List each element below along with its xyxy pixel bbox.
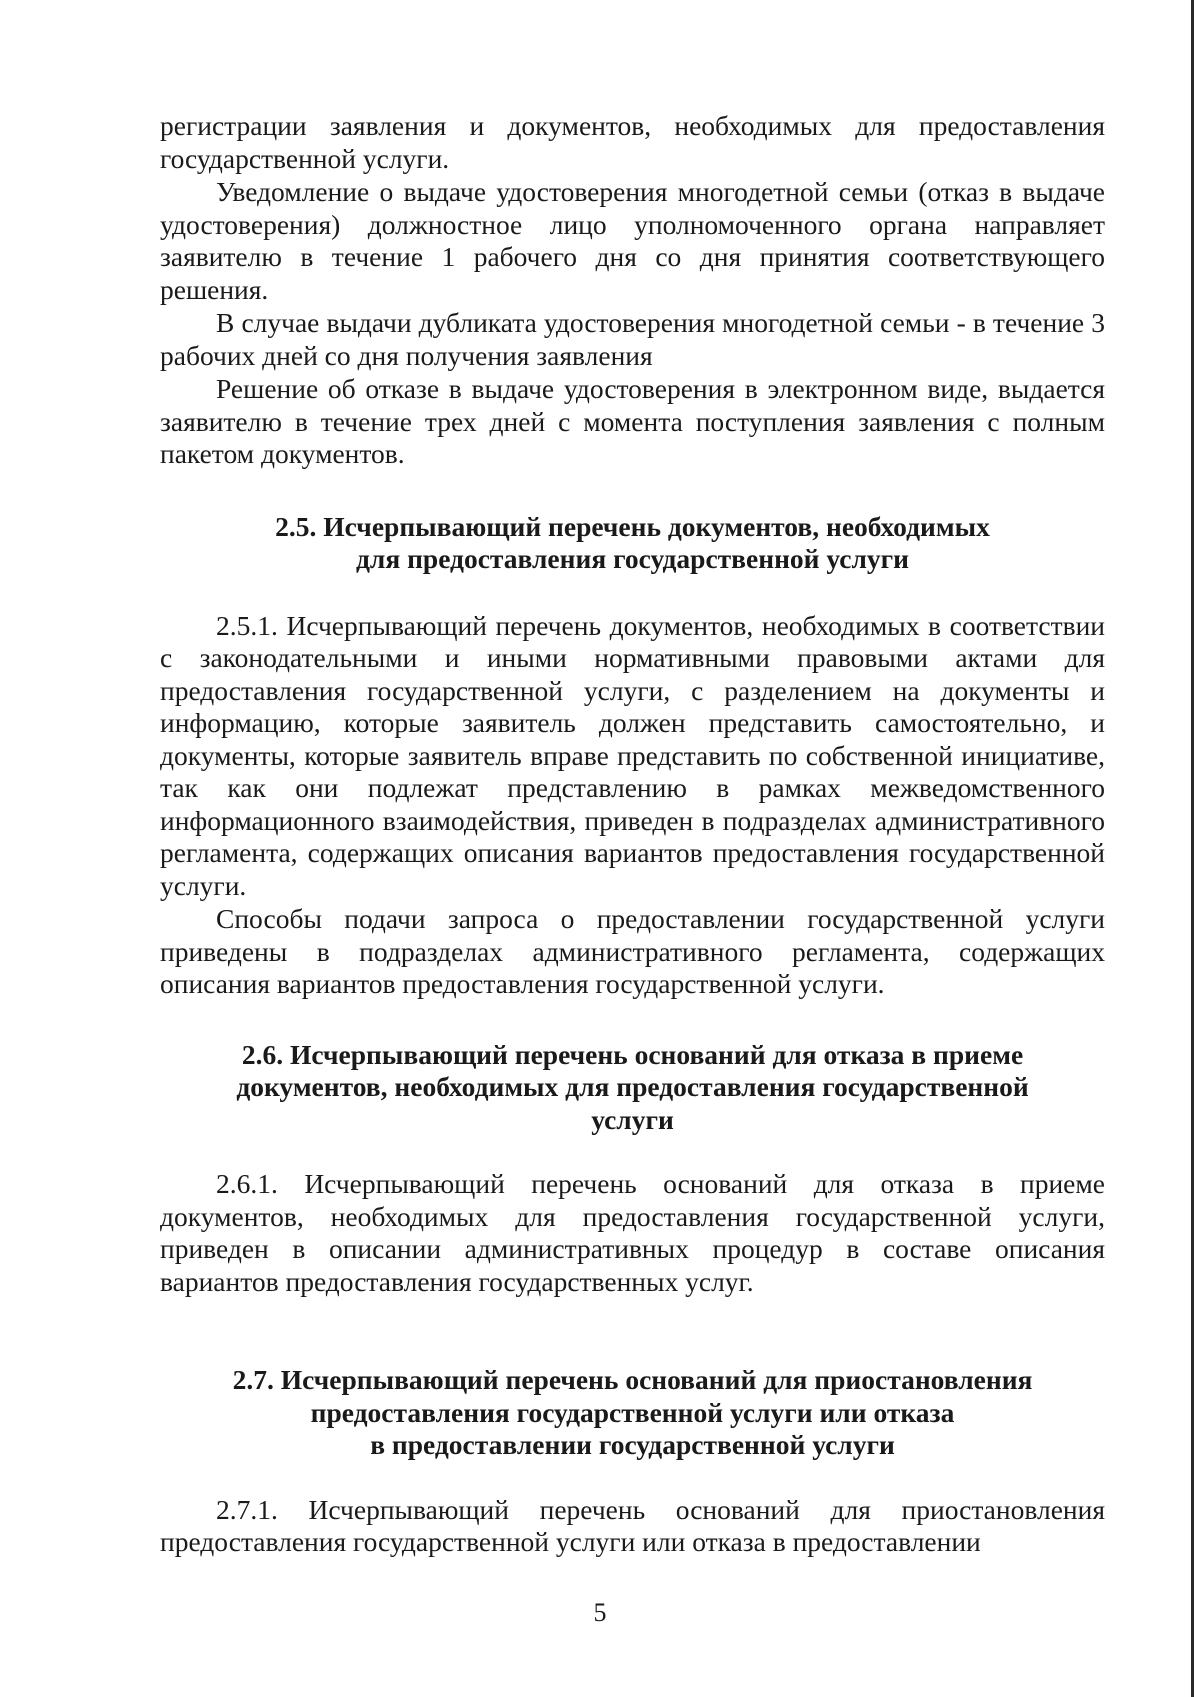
paragraph-notification: Уведомление о выдаче удостоверения многодетной семьи (отказ в выдаче удостоверения) должностное лицо уполномоченного органа направляет заявителю в течение 1 рабочего дня со дня принятия соответствующего решения.: [160, 176, 1105, 305]
section-2-6-heading: [160, 1039, 1105, 1137]
section-2-5-heading-line2: для предоставления государственной услуги: [355, 543, 910, 574]
section-2-7-heading-line1: 2.7. Исчерпывающий перечень оснований для приостановления: [232, 1364, 1033, 1395]
section-2-5-paragraph-2: Способы подачи запроса о предоставлении государственной услуги приведены в подразделах административного регламента, содержащих описания вариантов предоставления государственной услуги.: [160, 903, 1105, 999]
section-2-5-heading-line1: 2.5. Исчерпывающий перечень документов, необходимых: [275, 510, 990, 542]
section-2-7-paragraph-1: 2.7.1. Исчерпывающий перечень оснований для приостановления предоставления государственной услуги или отказа в предоставлении: [160, 1493, 1105, 1557]
paragraph-duplicate: В случае выдачи дубликата удостоверения многодетной семьи - в течение 3 рабочих дней со дня получения заявления: [160, 307, 1105, 371]
page-content: [160, 110, 1105, 1559]
section-2-6-heading-line2: документов, необходимых для предоставления государственной: [236, 1071, 1029, 1102]
section-2-7-heading-line3: в предоставлении государственной услуги: [370, 1429, 895, 1460]
section-2-7-heading-line2: предоставления государственной услуги или отказа: [310, 1396, 955, 1428]
page-number: 5: [593, 1598, 607, 1627]
paragraph-continuation: регистрации заявления и документов, необходимых для предоставления государственной услуги.: [160, 110, 1105, 174]
paragraph-refusal-electronic: Решение об отказе в выдаче удостоверения в электронном виде, выдается заявителю в течение трех дней с момента поступления заявления с полным пакетом документов.: [160, 373, 1105, 469]
section-2-6-heading-line1: 2.6. Исчерпывающий перечень оснований для отказа в приеме: [241, 1038, 1024, 1070]
section-2-7-heading: [160, 1364, 1105, 1462]
section-2-5-paragraph-1: 2.5.1. Исчерпывающий перечень документов, необходимых в соответствии с законодательными и иными нормативными правовыми актами для предоставления государственной услуги, с разделением на документы и информацию, которые заявитель должен представить самостоятельно, и документы, которые заявитель вправе представить по собственной инициативе, так как они подлежат представлению в рамках межведомственного информационного взаимодействия, приведен в подразделах административного регламента, содержащих описания вариантов предоставления государственной услуги.: [160, 609, 1105, 901]
scan-page-edge: [1191, 0, 1194, 1697]
section-2-6-heading-line3: услуги: [591, 1103, 674, 1135]
section-2-6-paragraph-1: 2.6.1. Исчерпывающий перечень оснований для отказа в приеме документов, необходимых для предоставления государственной услуги, приведен в описании административных процедур в составе описания вариантов предоставления государственных услуг.: [160, 1168, 1105, 1297]
section-2-5-heading: [160, 511, 1105, 576]
